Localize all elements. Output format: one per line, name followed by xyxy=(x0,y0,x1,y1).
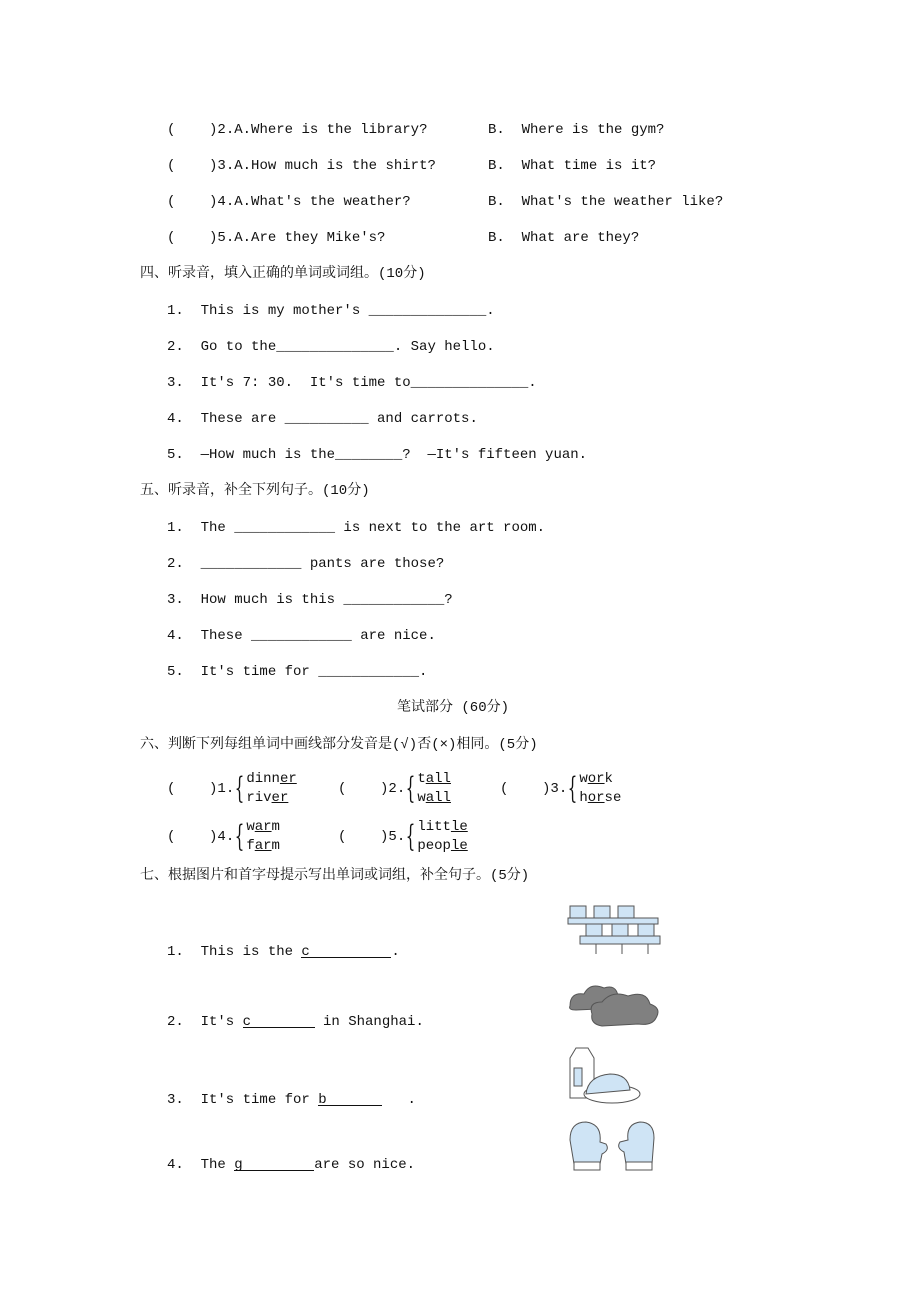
word-pair xyxy=(246,770,296,808)
answer-paren: ( ) xyxy=(167,158,218,174)
word: people xyxy=(417,838,468,854)
option-a: A.Are they Mike's? xyxy=(234,230,386,246)
fill-item: 2. Go to the______________. Say hello. xyxy=(167,339,495,355)
picture-fill-item xyxy=(167,1156,415,1174)
section6-title: 六、判断下列每组单词中画线部分发音是(√)否(×)相同。(5分) xyxy=(140,737,538,753)
fill-item: 3. It's 7: 30. It's time to______________. xyxy=(167,375,537,391)
answer-blank[interactable] xyxy=(318,1091,382,1106)
q-num: 2. xyxy=(388,781,406,797)
suffix: . xyxy=(391,944,400,960)
fill-item: 4. These are __________ and carrots. xyxy=(167,411,478,427)
option-a: A.How much is the shirt? xyxy=(234,158,436,174)
brace: { xyxy=(235,819,245,854)
word-pair xyxy=(417,818,467,856)
section7-title: 七、根据图片和首字母提示写出单词或词组，补全句子。(5分) xyxy=(140,868,530,884)
q-num: 5. xyxy=(388,829,406,845)
brace: { xyxy=(568,771,578,806)
computer-room-picture xyxy=(566,904,662,956)
picture-fill-item xyxy=(167,1091,416,1109)
brace: { xyxy=(406,819,416,854)
q3-4 xyxy=(167,193,411,211)
prefix: 2. It's xyxy=(167,1014,243,1030)
q-num: 3. xyxy=(217,158,235,174)
fill-item: 5. —How much is the________? —It's fifteen yuan. xyxy=(167,447,588,463)
fill-item: 1. The ____________ is next to the art room. xyxy=(167,520,546,536)
brace: { xyxy=(406,771,416,806)
q3-2 xyxy=(167,121,427,139)
suffix: in Shanghai. xyxy=(314,1014,424,1030)
phonics-item xyxy=(500,770,621,808)
word: horse xyxy=(579,790,622,806)
option-b: B. Where is the gym? xyxy=(488,122,665,138)
phonics-item xyxy=(167,818,280,856)
word: farm xyxy=(246,838,280,854)
answer-blank[interactable] xyxy=(234,1156,314,1171)
fill-item: 4. These ____________ are nice. xyxy=(167,628,436,644)
answer-paren: ( ) xyxy=(338,781,389,797)
fill-item: 2. ____________ pants are those? xyxy=(167,556,445,572)
phonics-item xyxy=(338,818,468,856)
section4-title: 四、听录音，填入正确的单词或词组。(10分) xyxy=(140,266,426,282)
picture-fill-item xyxy=(167,943,400,961)
phonics-item xyxy=(167,770,297,808)
word: wall xyxy=(417,790,451,806)
answer-paren: ( ) xyxy=(500,781,551,797)
written-part-title: 笔试部分 (60分) xyxy=(397,700,510,716)
word: dinner xyxy=(246,771,297,787)
option-b: B. What's the weather like? xyxy=(488,194,724,210)
phonics-item xyxy=(338,770,451,808)
brace: { xyxy=(235,771,245,806)
option-a: A.What's the weather? xyxy=(234,194,411,210)
q3-5 xyxy=(167,229,385,247)
word: little xyxy=(417,819,468,835)
first-letter-hint: g xyxy=(234,1157,243,1173)
word: work xyxy=(579,771,613,787)
answer-paren: ( ) xyxy=(167,781,218,797)
option-a: A.Where is the library? xyxy=(234,122,428,138)
word-pair xyxy=(579,770,621,808)
word: tall xyxy=(417,771,451,787)
word-pair xyxy=(417,770,451,808)
answer-blank[interactable] xyxy=(301,943,391,958)
answer-blank[interactable] xyxy=(243,1013,315,1028)
answer-paren: ( ) xyxy=(338,829,389,845)
section5-title: 五、听录音，补全下列句子。(10分) xyxy=(140,483,370,499)
word-pair xyxy=(246,818,280,856)
answer-paren: ( ) xyxy=(167,230,218,246)
q-num: 5. xyxy=(217,230,235,246)
word: warm xyxy=(246,819,280,835)
fill-item: 1. This is my mother's ______________. xyxy=(167,303,495,319)
cloudy-picture xyxy=(566,982,662,1028)
breakfast-picture xyxy=(566,1044,642,1106)
prefix: 3. It's time for xyxy=(167,1092,319,1108)
option-b: B. What time is it? xyxy=(488,158,657,174)
q-num: 4. xyxy=(217,829,235,845)
q-num: 4. xyxy=(217,194,235,210)
suffix: . xyxy=(382,1092,416,1108)
q-num: 1. xyxy=(217,781,235,797)
suffix: are so nice. xyxy=(314,1157,416,1173)
answer-paren: ( ) xyxy=(167,122,218,138)
first-letter-hint: c xyxy=(301,944,310,960)
word: river xyxy=(246,790,289,806)
answer-paren: ( ) xyxy=(167,829,218,845)
fill-item: 5. It's time for ____________. xyxy=(167,664,428,680)
q3-3 xyxy=(167,157,436,175)
prefix: 4. The xyxy=(167,1157,235,1173)
first-letter-hint: c xyxy=(242,1014,252,1030)
picture-fill-item xyxy=(167,1013,424,1031)
fill-item: 3. How much is this ____________? xyxy=(167,592,453,608)
gloves-picture xyxy=(566,1120,658,1172)
q-num: 3. xyxy=(550,781,568,797)
prefix: 1. This is the xyxy=(167,944,302,960)
first-letter-hint: b xyxy=(318,1092,327,1108)
option-b: B. What are they? xyxy=(488,230,640,246)
answer-paren: ( ) xyxy=(167,194,218,210)
q-num: 2. xyxy=(217,122,235,138)
